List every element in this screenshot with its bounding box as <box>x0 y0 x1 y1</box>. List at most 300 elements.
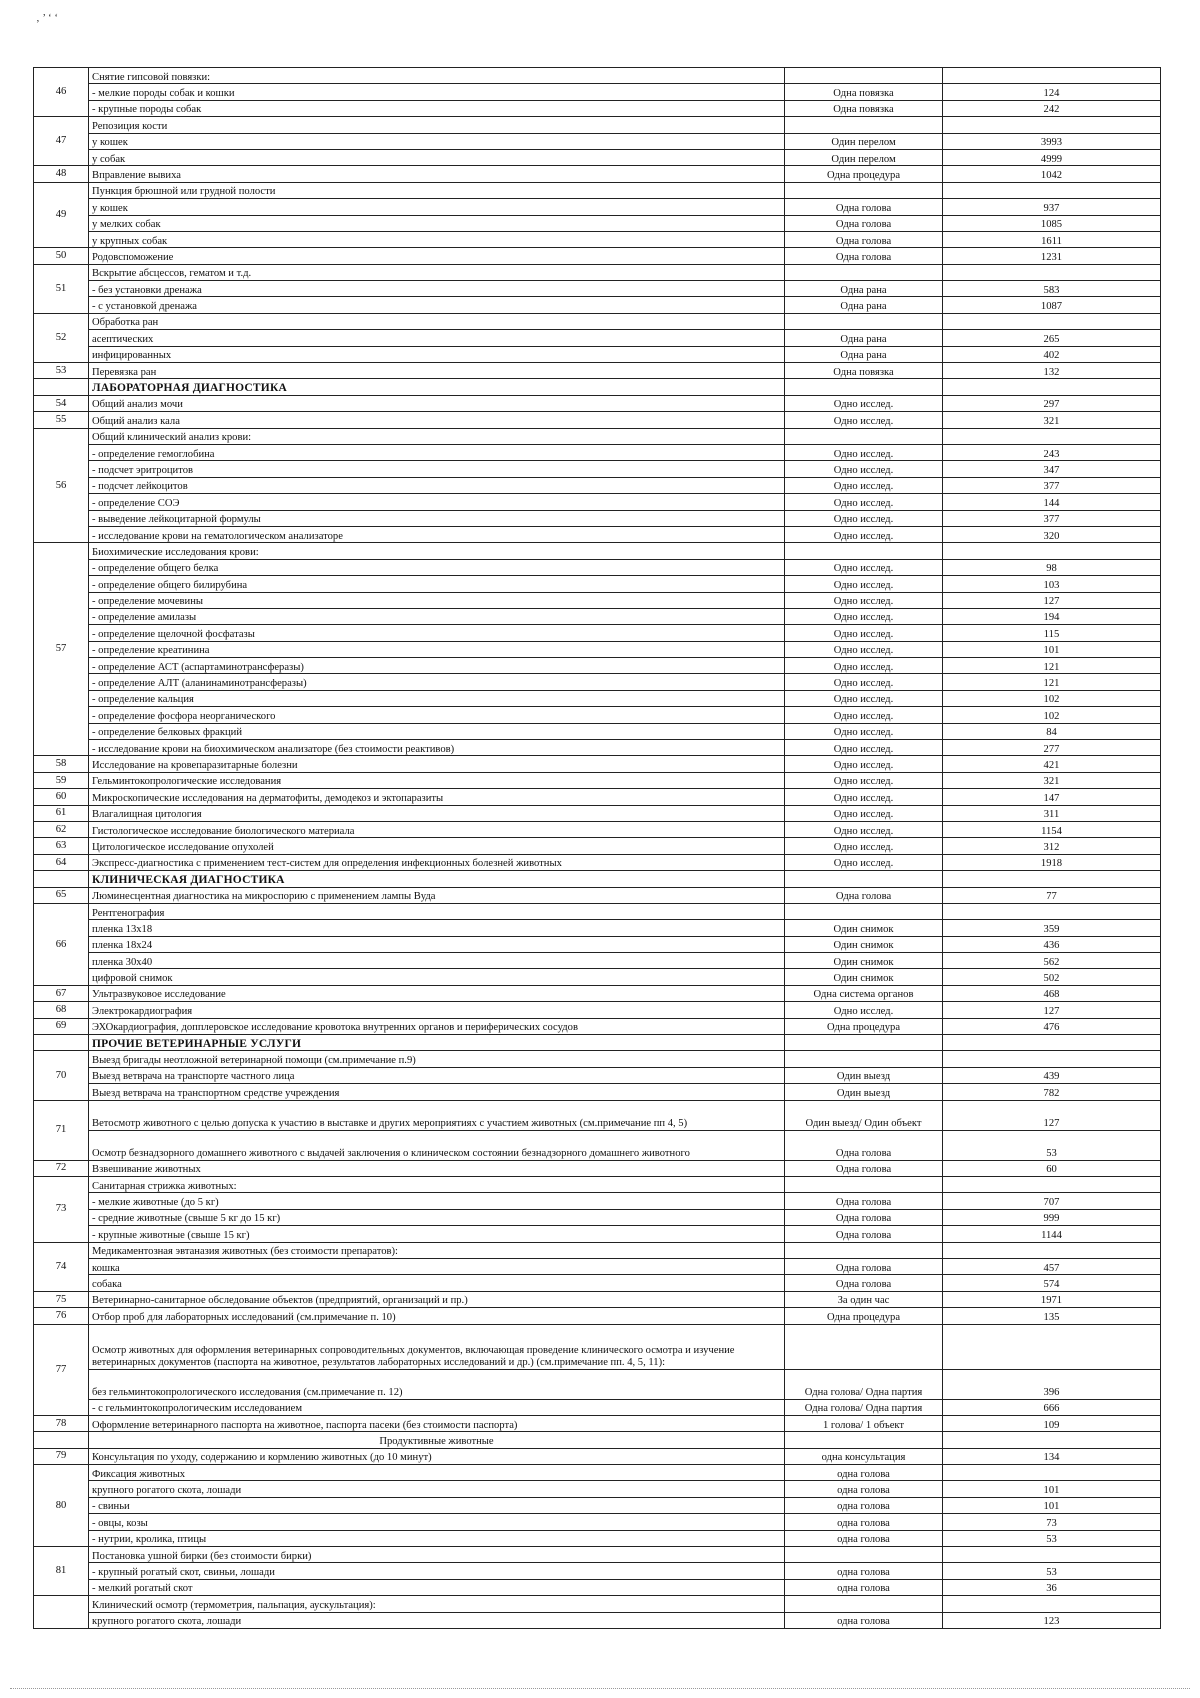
table-row <box>34 117 1161 133</box>
price-cell: 402 <box>943 346 1161 362</box>
unit-of-measure: Одно исслед. <box>785 1002 943 1018</box>
item-number: 51 <box>34 264 89 313</box>
unit-of-measure: Одно исслед. <box>785 608 943 624</box>
unit-of-measure: Одно исслед. <box>785 625 943 641</box>
service-name: - овцы, козы <box>89 1514 785 1530</box>
price-cell: 1087 <box>943 297 1161 313</box>
table-row <box>34 526 1161 542</box>
service-name: Выезд ветврача на транспортном средстве учреждения <box>89 1084 785 1100</box>
item-number: 72 <box>34 1160 89 1176</box>
table-row <box>34 1547 1161 1563</box>
price-cell: 320 <box>943 526 1161 542</box>
service-name: - мелкий рогатый скот <box>89 1579 785 1595</box>
table-row <box>34 1226 1161 1242</box>
service-name: - определение гемоглобина <box>89 444 785 460</box>
service-name: Биохимические исследования крови: <box>89 543 785 559</box>
item-number: 49 <box>34 182 89 248</box>
service-name: Санитарная стрижка животных: <box>89 1177 785 1193</box>
section-heading: ЛАБОРАТОРНАЯ ДИАГНОСТИКА <box>89 379 785 395</box>
price-cell: 101 <box>943 1481 1161 1497</box>
service-name: асептических <box>89 330 785 346</box>
table-row <box>34 166 1161 182</box>
service-name: - без установки дренажа <box>89 281 785 297</box>
price-cell: 243 <box>943 444 1161 460</box>
table-row <box>34 772 1161 788</box>
price-cell: 132 <box>943 363 1161 379</box>
price-cell: 134 <box>943 1448 1161 1464</box>
price-cell: 1611 <box>943 231 1161 247</box>
item-number: 58 <box>34 756 89 772</box>
item-number: 76 <box>34 1308 89 1324</box>
unit-of-measure: Одна голова <box>785 1193 943 1209</box>
unit-of-measure <box>785 903 943 919</box>
price-cell <box>943 182 1161 198</box>
unit-of-measure: Одна система органов <box>785 985 943 1001</box>
price-cell: 127 <box>943 1100 1161 1130</box>
unit-of-measure <box>785 1177 943 1193</box>
unit-of-measure: Одно исслед. <box>785 576 943 592</box>
item-number: 70 <box>34 1051 89 1100</box>
price-cell: 73 <box>943 1514 1161 1530</box>
table-row <box>34 231 1161 247</box>
price-cell <box>943 1465 1161 1481</box>
service-name: - выведение лейкоцитарной формулы <box>89 510 785 526</box>
price-cell: 77 <box>943 887 1161 903</box>
table-row <box>34 281 1161 297</box>
service-name: - определение АЛТ (аланинаминотрансферазы) <box>89 674 785 690</box>
service-name: Медикаментозная эвтаназия животных (без стоимости препаратов): <box>89 1242 785 1258</box>
item-number: 50 <box>34 248 89 264</box>
unit-of-measure: Одна рана <box>785 297 943 313</box>
table-row <box>34 1051 1161 1067</box>
price-cell: 60 <box>943 1160 1161 1176</box>
table-row <box>34 658 1161 674</box>
item-number: 68 <box>34 1002 89 1018</box>
price-cell: 123 <box>943 1612 1161 1628</box>
service-name: Ветеринарно-санитарное обследование объектов (предприятий, организаций и пр.) <box>89 1291 785 1307</box>
unit-of-measure: Одно исслед. <box>785 461 943 477</box>
service-name: Взвешивание животных <box>89 1160 785 1176</box>
price-cell <box>943 871 1161 887</box>
table-row <box>34 1415 1161 1431</box>
service-name: кошка <box>89 1258 785 1274</box>
price-cell <box>943 1051 1161 1067</box>
price-cell: 242 <box>943 100 1161 116</box>
service-name: Цитологическое исследование опухолей <box>89 838 785 854</box>
service-name: - определение щелочной фосфатазы <box>89 625 785 641</box>
price-cell: 1144 <box>943 1226 1161 1242</box>
item-number: 46 <box>34 68 89 117</box>
service-name: - крупный рогатый скот, свиньи, лошади <box>89 1563 785 1579</box>
table-row <box>34 953 1161 969</box>
unit-of-measure: Одна голова <box>785 1275 943 1291</box>
service-name: Перевязка ран <box>89 363 785 379</box>
unit-of-measure: Одно исслед. <box>785 805 943 821</box>
unit-of-measure: одна голова <box>785 1481 943 1497</box>
table-row <box>34 576 1161 592</box>
table-row <box>34 1465 1161 1481</box>
item-number: 78 <box>34 1415 89 1431</box>
table-row <box>34 1067 1161 1083</box>
unit-of-measure: Одна голова <box>785 215 943 231</box>
service-name: - средние животные (свыше 5 кг до 15 кг) <box>89 1209 785 1225</box>
service-name: ЭХОкардиография, допплеровское исследование кровотока внутренних органов и периферических сосудов <box>89 1018 785 1034</box>
price-cell <box>943 117 1161 133</box>
price-cell: 103 <box>943 576 1161 592</box>
item-number: 47 <box>34 117 89 166</box>
price-cell: 782 <box>943 1084 1161 1100</box>
table-row <box>34 1514 1161 1530</box>
table-row <box>34 887 1161 903</box>
service-name: - определение креатинина <box>89 641 785 657</box>
service-name: Микроскопические исследования на дерматофиты, демодекоз и эктопаразиты <box>89 789 785 805</box>
unit-of-measure: Одно исслед. <box>785 707 943 723</box>
unit-of-measure: Одна голова <box>785 199 943 215</box>
service-name: - исследование крови на гематологическом анализаторе <box>89 526 785 542</box>
unit-of-measure: Одно исслед. <box>785 854 943 870</box>
price-cell: 1085 <box>943 215 1161 231</box>
price-cell: 707 <box>943 1193 1161 1209</box>
unit-of-measure: Одно исслед. <box>785 789 943 805</box>
unit-of-measure: Одно исслед. <box>785 838 943 854</box>
service-name: - крупные животные (свыше 15 кг) <box>89 1226 785 1242</box>
price-cell: 1154 <box>943 821 1161 837</box>
price-cell: 127 <box>943 1002 1161 1018</box>
table-row <box>34 608 1161 624</box>
service-name: Вправление вывиха <box>89 166 785 182</box>
price-cell: 562 <box>943 953 1161 969</box>
table-row <box>34 1193 1161 1209</box>
unit-of-measure: Одно исслед. <box>785 592 943 608</box>
item-number <box>34 1035 89 1051</box>
item-number <box>34 1432 89 1448</box>
unit-of-measure: Один выезд <box>785 1067 943 1083</box>
item-number: 60 <box>34 789 89 805</box>
unit-of-measure: Один перелом <box>785 133 943 149</box>
table-row <box>34 723 1161 739</box>
service-name: Клинический осмотр (термометрия, пальпация, аускультация): <box>89 1596 785 1612</box>
table-row <box>34 1432 1161 1448</box>
price-cell: 476 <box>943 1018 1161 1034</box>
price-cell: 124 <box>943 84 1161 100</box>
unit-of-measure: Одна повязка <box>785 100 943 116</box>
unit-of-measure: Один снимок <box>785 953 943 969</box>
service-name: крупного рогатого скота, лошади <box>89 1612 785 1628</box>
item-number: 53 <box>34 363 89 379</box>
unit-of-measure: Одно исслед. <box>785 395 943 411</box>
table-row <box>34 1308 1161 1324</box>
price-cell: 937 <box>943 199 1161 215</box>
service-name: Гельминтокопрологические исследования <box>89 772 785 788</box>
table-row <box>34 821 1161 837</box>
unit-of-measure <box>785 68 943 84</box>
service-name: Фиксация животных <box>89 1465 785 1481</box>
service-name: Репозиция кости <box>89 117 785 133</box>
unit-of-measure: Одно исслед. <box>785 641 943 657</box>
unit-of-measure: Одно исслед. <box>785 526 943 542</box>
price-cell: 109 <box>943 1415 1161 1431</box>
price-cell: 574 <box>943 1275 1161 1291</box>
unit-of-measure <box>785 1432 943 1448</box>
price-cell <box>943 1177 1161 1193</box>
table-row <box>34 1497 1161 1513</box>
unit-of-measure: Одна рана <box>785 281 943 297</box>
item-number: 64 <box>34 854 89 870</box>
item-number: 67 <box>34 985 89 1001</box>
unit-of-measure: одна голова <box>785 1579 943 1595</box>
table-row <box>34 444 1161 460</box>
table-row <box>34 641 1161 657</box>
unit-of-measure: Один снимок <box>785 920 943 936</box>
unit-of-measure: Одно исслед. <box>785 412 943 428</box>
unit-of-measure: Один снимок <box>785 936 943 952</box>
item-number: 74 <box>34 1242 89 1291</box>
unit-of-measure: Одна голова <box>785 1209 943 1225</box>
price-cell <box>943 1035 1161 1051</box>
table-row <box>34 1084 1161 1100</box>
table-row <box>34 936 1161 952</box>
item-number: 62 <box>34 821 89 837</box>
unit-of-measure: Одна процедура <box>785 1018 943 1034</box>
table-row <box>34 1275 1161 1291</box>
table-row <box>34 182 1161 198</box>
subsection-heading: Продуктивные животные <box>89 1432 785 1448</box>
table-row <box>34 1612 1161 1628</box>
price-cell: 421 <box>943 756 1161 772</box>
unit-of-measure <box>785 117 943 133</box>
service-name: - определение АСТ (аспартаминотрансферазы) <box>89 658 785 674</box>
service-name: цифровой снимок <box>89 969 785 985</box>
table-row <box>34 854 1161 870</box>
service-name: - с гельминтокопрологическим исследованием <box>89 1399 785 1415</box>
table-row <box>34 199 1161 215</box>
price-cell: 396 <box>943 1369 1161 1399</box>
unit-of-measure: Одно исслед. <box>785 723 943 739</box>
unit-of-measure <box>785 871 943 887</box>
service-name: Вскрытие абсцессов, гематом и т.д. <box>89 264 785 280</box>
price-cell: 436 <box>943 936 1161 952</box>
table-row <box>34 297 1161 313</box>
service-name: крупного рогатого скота, лошади <box>89 1481 785 1497</box>
table-row <box>34 1579 1161 1595</box>
unit-of-measure: одна голова <box>785 1465 943 1481</box>
item-number: 48 <box>34 166 89 182</box>
item-number: 79 <box>34 1448 89 1464</box>
price-cell: 4999 <box>943 149 1161 165</box>
service-name: - мелкие животные (до 5 кг) <box>89 1193 785 1209</box>
service-name: пленка 18х24 <box>89 936 785 952</box>
unit-of-measure <box>785 313 943 329</box>
unit-of-measure: Одна голова <box>785 887 943 903</box>
table-row <box>34 379 1161 395</box>
table-row <box>34 264 1161 280</box>
price-cell <box>943 543 1161 559</box>
item-number: 80 <box>34 1465 89 1547</box>
price-cell: 53 <box>943 1130 1161 1160</box>
table-row <box>34 494 1161 510</box>
unit-of-measure: Одна рана <box>785 330 943 346</box>
price-cell: 101 <box>943 641 1161 657</box>
service-name: Гистологическое исследование биологического материала <box>89 821 785 837</box>
unit-of-measure: Одно исслед. <box>785 821 943 837</box>
item-number: 81 <box>34 1547 89 1596</box>
table-row <box>34 477 1161 493</box>
table-row <box>34 1177 1161 1193</box>
item-number: 61 <box>34 805 89 821</box>
price-cell: 1231 <box>943 248 1161 264</box>
price-cell: 297 <box>943 395 1161 411</box>
unit-of-measure <box>785 1035 943 1051</box>
price-cell: 321 <box>943 772 1161 788</box>
price-cell: 1918 <box>943 854 1161 870</box>
price-cell <box>943 1547 1161 1563</box>
price-cell: 583 <box>943 281 1161 297</box>
price-cell: 265 <box>943 330 1161 346</box>
unit-of-measure: Одно исслед. <box>785 658 943 674</box>
unit-of-measure: Один снимок <box>785 969 943 985</box>
unit-of-measure <box>785 1596 943 1612</box>
table-row <box>34 313 1161 329</box>
service-name: Общий анализ мочи <box>89 395 785 411</box>
unit-of-measure: Одно исслед. <box>785 756 943 772</box>
price-cell: 666 <box>943 1399 1161 1415</box>
service-name: - определение кальция <box>89 690 785 706</box>
service-name: - определение белковых фракций <box>89 723 785 739</box>
service-name: - свиньи <box>89 1497 785 1513</box>
page-scan-marks: ‚ ’ ‘ ‘ <box>36 12 59 24</box>
unit-of-measure: Одна процедура <box>785 1308 943 1324</box>
service-name: Снятие гипсовой повязки: <box>89 68 785 84</box>
service-name: - подсчет эритроцитов <box>89 461 785 477</box>
service-name: у мелких собак <box>89 215 785 231</box>
service-name: Экспресс-диагностика с применением тест-систем для определения инфекционных болезней животных <box>89 854 785 870</box>
item-number: 65 <box>34 887 89 903</box>
price-cell: 377 <box>943 510 1161 526</box>
price-cell: 502 <box>943 969 1161 985</box>
price-cell: 377 <box>943 477 1161 493</box>
table-row <box>34 1002 1161 1018</box>
table-row <box>34 985 1161 1001</box>
service-name: Постановка ушной бирки (без стоимости бирки) <box>89 1547 785 1563</box>
table-row <box>34 592 1161 608</box>
price-cell: 1971 <box>943 1291 1161 1307</box>
table-row <box>34 1399 1161 1415</box>
unit-of-measure: Одна голова <box>785 248 943 264</box>
table-row <box>34 1258 1161 1274</box>
service-name: - мелкие породы собак и кошки <box>89 84 785 100</box>
price-cell: 347 <box>943 461 1161 477</box>
unit-of-measure: Одно исслед. <box>785 772 943 788</box>
item-number: 69 <box>34 1018 89 1034</box>
section-heading: КЛИНИЧЕСКАЯ ДИАГНОСТИКА <box>89 871 785 887</box>
table-row <box>34 1448 1161 1464</box>
service-name: без гельминтокопрологического исследования (см.примечание п. 12) <box>89 1369 785 1399</box>
section-heading: ПРОЧИЕ ВЕТЕРИНАРНЫЕ УСЛУГИ <box>89 1035 785 1051</box>
service-name: собака <box>89 1275 785 1291</box>
price-cell: 439 <box>943 1067 1161 1083</box>
table-row <box>34 740 1161 756</box>
unit-of-measure: одна голова <box>785 1612 943 1628</box>
table-row <box>34 1563 1161 1579</box>
table-row <box>34 1481 1161 1497</box>
unit-of-measure: Одно исслед. <box>785 559 943 575</box>
unit-of-measure: Одна голова <box>785 1130 943 1160</box>
service-name: у собак <box>89 149 785 165</box>
service-name: - определение общего билирубина <box>89 576 785 592</box>
table-row <box>34 363 1161 379</box>
service-name: Родовспоможение <box>89 248 785 264</box>
table-row <box>34 1100 1161 1130</box>
service-name: у кошек <box>89 133 785 149</box>
table-row <box>34 1324 1161 1369</box>
price-cell: 1042 <box>943 166 1161 182</box>
service-name: - определение мочевины <box>89 592 785 608</box>
price-table <box>33 67 1161 1629</box>
price-cell <box>943 1324 1161 1369</box>
service-name: инфицированных <box>89 346 785 362</box>
table-row <box>34 84 1161 100</box>
service-name: Выезд бригады неотложной ветеринарной помощи (см.примечание п.9) <box>89 1051 785 1067</box>
table-row <box>34 543 1161 559</box>
service-name: Ветосмотр животного с целью допуска к участию в выставке и других мероприятиях с участием животных (см.примечание пп 4, 5) <box>89 1100 785 1130</box>
service-name: Ультразвуковое исследование <box>89 985 785 1001</box>
price-cell: 84 <box>943 723 1161 739</box>
price-cell: 311 <box>943 805 1161 821</box>
price-cell: 121 <box>943 674 1161 690</box>
table-row <box>34 969 1161 985</box>
unit-of-measure: Одна голова <box>785 231 943 247</box>
price-cell <box>943 264 1161 280</box>
table-row <box>34 625 1161 641</box>
unit-of-measure <box>785 379 943 395</box>
price-cell: 359 <box>943 920 1161 936</box>
table-row <box>34 903 1161 919</box>
service-name: пленка 30х40 <box>89 953 785 969</box>
table-row <box>34 428 1161 444</box>
item-number: 71 <box>34 1100 89 1160</box>
table-row <box>34 412 1161 428</box>
price-cell: 102 <box>943 707 1161 723</box>
service-name: Обработка ран <box>89 313 785 329</box>
item-number: 54 <box>34 395 89 411</box>
table-row <box>34 789 1161 805</box>
unit-of-measure: Одно исслед. <box>785 740 943 756</box>
item-number: 73 <box>34 1177 89 1243</box>
table-row <box>34 674 1161 690</box>
item-number: 75 <box>34 1291 89 1307</box>
unit-of-measure: Одна процедура <box>785 166 943 182</box>
table-row <box>34 215 1161 231</box>
price-cell: 102 <box>943 690 1161 706</box>
service-name: - определение СОЭ <box>89 494 785 510</box>
service-name: Консультация по уходу, содержанию и кормлению животных (до 10 минут) <box>89 1448 785 1464</box>
unit-of-measure: Одна повязка <box>785 84 943 100</box>
table-row <box>34 707 1161 723</box>
table-row <box>34 100 1161 116</box>
unit-of-measure: Одно исслед. <box>785 510 943 526</box>
table-row <box>34 1209 1161 1225</box>
unit-of-measure: 1 голова/ 1 объект <box>785 1415 943 1431</box>
unit-of-measure: Один перелом <box>785 149 943 165</box>
unit-of-measure: Одно исслед. <box>785 444 943 460</box>
price-cell <box>943 68 1161 84</box>
service-name: Осмотр животных для оформления ветеринарных сопроводительных документов, включающая проведение клинического осмотра и изучение ветеринарных документов (паспорта на животное, результатов лабораторных исследований и др.) (см.примечание пп. 4, 5, 11): <box>89 1324 785 1369</box>
service-name: - крупные породы собак <box>89 100 785 116</box>
table-row <box>34 1596 1161 1612</box>
price-cell: 121 <box>943 658 1161 674</box>
price-cell: 468 <box>943 985 1161 1001</box>
price-cell: 144 <box>943 494 1161 510</box>
